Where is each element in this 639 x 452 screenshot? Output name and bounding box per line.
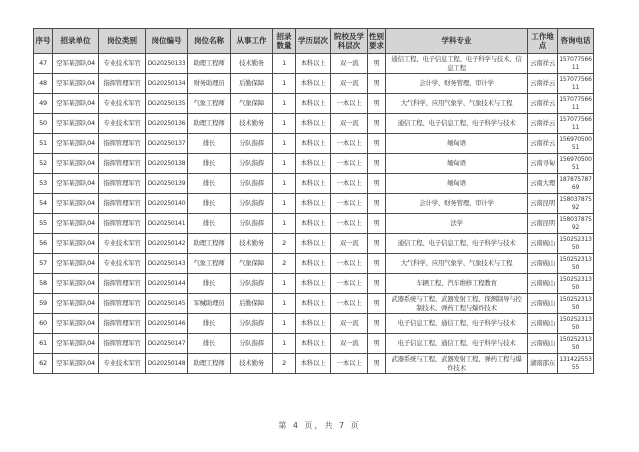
cell-unit: 空军某部队04 — [53, 54, 99, 74]
cell-location: 云南昆明 — [528, 214, 558, 234]
cell-category: 指挥管理军官 — [99, 314, 146, 334]
cell-count: 2 — [273, 234, 296, 254]
cell-code: DG20250137 — [146, 134, 188, 154]
cell-phone: 15025231350 — [558, 274, 594, 294]
cell-school-level: 一本以上 — [331, 254, 368, 274]
cell-name: 排长 — [188, 194, 231, 214]
header-work: 从事工作 — [231, 29, 273, 54]
cell-gender: 男 — [368, 314, 386, 334]
cell-work: 分队指挥 — [231, 314, 273, 334]
cell-work: 分队指挥 — [231, 334, 273, 354]
cell-gender: 男 — [368, 134, 386, 154]
cell-serial: 50 — [34, 114, 53, 134]
cell-serial: 56 — [34, 234, 53, 254]
cell-serial: 53 — [34, 174, 53, 194]
cell-count: 1 — [273, 194, 296, 214]
cell-serial: 60 — [34, 314, 53, 334]
cell-category: 专业技术军官 — [99, 94, 146, 114]
cell-work: 气象保障 — [231, 254, 273, 274]
cell-work: 分队指挥 — [231, 214, 273, 234]
cell-code: DG20250148 — [146, 354, 188, 374]
cell-count: 1 — [273, 334, 296, 354]
cell-location: 云南砚山 — [528, 254, 558, 274]
cell-education: 本科以上 — [296, 294, 331, 314]
cell-gender: 男 — [368, 174, 386, 194]
cell-code: DG20250136 — [146, 114, 188, 134]
table-row — [34, 134, 594, 154]
cell-school-level: 一本以上 — [331, 194, 368, 214]
cell-category: 指挥管理军官 — [99, 154, 146, 174]
header-category: 岗位类别 — [99, 29, 146, 54]
header-serial: 序号 — [34, 29, 53, 54]
cell-location: 云南祥云 — [528, 134, 558, 154]
cell-phone: 15707756611 — [558, 114, 594, 134]
cell-phone: 15803787592 — [558, 194, 594, 214]
header-phone: 咨询电话 — [558, 29, 594, 54]
cell-majors: 通信工程、电子信息工程、电子科学与技术 — [386, 114, 528, 134]
cell-name: 排长 — [188, 174, 231, 194]
cell-serial: 61 — [34, 334, 53, 354]
cell-gender: 男 — [368, 294, 386, 314]
cell-school-level: 双一流 — [331, 234, 368, 254]
cell-education: 本科以上 — [296, 114, 331, 134]
cell-school-level: 一本以上 — [331, 294, 368, 314]
cell-code: DG20250140 — [146, 194, 188, 214]
cell-count: 1 — [273, 54, 296, 74]
cell-name: 排长 — [188, 134, 231, 154]
table-row — [34, 314, 594, 334]
cell-name: 排长 — [188, 154, 231, 174]
cell-name: 气象工程师 — [188, 94, 231, 114]
header-school-level: 院校及学科层次 — [331, 29, 368, 54]
cell-serial: 48 — [34, 74, 53, 94]
cell-count: 1 — [273, 94, 296, 114]
cell-majors: 大气科学、应用气象学、气象技术与工程 — [386, 254, 528, 274]
cell-code: DG20250138 — [146, 154, 188, 174]
header-name: 岗位名称 — [188, 29, 231, 54]
cell-unit: 空军某部队04 — [53, 74, 99, 94]
cell-count: 1 — [273, 174, 296, 194]
header-education: 学历层次 — [296, 29, 331, 54]
cell-majors: 缅甸语 — [386, 154, 528, 174]
cell-gender: 男 — [368, 334, 386, 354]
cell-gender: 男 — [368, 234, 386, 254]
cell-location: 云南砚山 — [528, 274, 558, 294]
cell-serial: 58 — [34, 274, 53, 294]
cell-majors: 会计学、财务管理、审计学 — [386, 74, 528, 94]
table-row — [34, 194, 594, 214]
cell-location: 云南祥云 — [528, 114, 558, 134]
cell-unit: 空军某部队04 — [53, 234, 99, 254]
cell-phone: 15025231350 — [558, 334, 594, 354]
cell-code: DG20250142 — [146, 234, 188, 254]
cell-code: DG20250139 — [146, 174, 188, 194]
cell-count: 2 — [273, 354, 296, 374]
cell-location: 云南祥云 — [528, 94, 558, 114]
cell-majors: 大气科学、应用气象学、气象技术与工程 — [386, 94, 528, 114]
cell-majors: 车辆工程、汽车维修工程教育 — [386, 274, 528, 294]
cell-name: 排长 — [188, 334, 231, 354]
cell-gender: 男 — [368, 154, 386, 174]
cell-category: 专业技术军官 — [99, 114, 146, 134]
cell-unit: 空军某部队04 — [53, 274, 99, 294]
cell-code: DG20250133 — [146, 54, 188, 74]
page-indicator: 第 4 页，共 7 页 — [278, 421, 361, 430]
cell-code: DG20250141 — [146, 214, 188, 234]
cell-count: 1 — [273, 314, 296, 334]
cell-education: 本科以上 — [296, 54, 331, 74]
cell-school-level: 双一流 — [331, 54, 368, 74]
table-row — [34, 54, 594, 74]
cell-count: 1 — [273, 214, 296, 234]
header-code: 岗位编号 — [146, 29, 188, 54]
cell-serial: 54 — [34, 194, 53, 214]
cell-category: 专业技术军官 — [99, 54, 146, 74]
table-row — [34, 274, 594, 294]
cell-category: 专业技术军官 — [99, 254, 146, 274]
cell-name: 助理工程师 — [188, 54, 231, 74]
header-gender: 性别要求 — [368, 29, 386, 54]
cell-category: 专业技术军官 — [99, 354, 146, 374]
cell-location: 云南昆明 — [528, 194, 558, 214]
cell-location: 云南祥云 — [528, 54, 558, 74]
cell-location: 云南砚山 — [528, 314, 558, 334]
cell-work: 技术勤务 — [231, 114, 273, 134]
cell-serial: 52 — [34, 154, 53, 174]
header-unit: 招录单位 — [53, 29, 99, 54]
cell-location: 云南砚山 — [528, 234, 558, 254]
cell-location: 云南大理 — [528, 174, 558, 194]
cell-majors: 电子信息工程、通信工程、电子科学与技术 — [386, 334, 528, 354]
cell-name: 助理工程师 — [188, 114, 231, 134]
table-header-row — [34, 29, 594, 54]
cell-work: 技术勤务 — [231, 234, 273, 254]
cell-majors: 缅甸语 — [386, 174, 528, 194]
cell-serial: 59 — [34, 294, 53, 314]
cell-school-level: 一本以上 — [331, 214, 368, 234]
cell-phone: 13142255355 — [558, 354, 594, 374]
cell-education: 本科以上 — [296, 274, 331, 294]
cell-name: 排长 — [188, 274, 231, 294]
cell-majors: 武器系统与工程、武器发射工程、弹药工程与爆炸技术 — [386, 354, 528, 374]
cell-category: 指挥管理军官 — [99, 214, 146, 234]
cell-majors: 会计学、财务管理、审计学 — [386, 194, 528, 214]
cell-phone: 15707756611 — [558, 74, 594, 94]
cell-category: 指挥管理军官 — [99, 294, 146, 314]
cell-unit: 空军某部队04 — [53, 294, 99, 314]
cell-name: 排长 — [188, 214, 231, 234]
table-row — [34, 94, 594, 114]
table-row — [34, 74, 594, 94]
cell-education: 本科以上 — [296, 154, 331, 174]
cell-phone: 18787578769 — [558, 174, 594, 194]
cell-education: 本科以上 — [296, 354, 331, 374]
cell-school-level: 双一流 — [331, 314, 368, 334]
cell-category: 指挥管理军官 — [99, 74, 146, 94]
cell-count: 1 — [273, 294, 296, 314]
cell-unit: 空军某部队04 — [53, 334, 99, 354]
cell-phone: 15025231350 — [558, 254, 594, 274]
cell-school-level: 双一流 — [331, 74, 368, 94]
cell-education: 本科以上 — [296, 234, 331, 254]
cell-school-level: 一本以上 — [331, 94, 368, 114]
cell-count: 1 — [273, 274, 296, 294]
cell-location: 云南寻甸 — [528, 154, 558, 174]
cell-gender: 男 — [368, 274, 386, 294]
cell-serial: 51 — [34, 134, 53, 154]
cell-majors: 法学 — [386, 214, 528, 234]
cell-phone: 15803787592 — [558, 214, 594, 234]
table-row — [34, 334, 594, 354]
cell-serial: 49 — [34, 94, 53, 114]
cell-work: 后勤保障 — [231, 294, 273, 314]
cell-education: 本科以上 — [296, 214, 331, 234]
cell-work: 分队指挥 — [231, 134, 273, 154]
cell-education: 本科以上 — [296, 334, 331, 354]
cell-serial: 55 — [34, 214, 53, 234]
cell-unit: 空军某部队04 — [53, 194, 99, 214]
cell-location: 云南砚山 — [528, 334, 558, 354]
cell-count: 1 — [273, 134, 296, 154]
cell-count: 1 — [273, 114, 296, 134]
cell-phone: 15025231350 — [558, 314, 594, 334]
header-count: 招录数量 — [273, 29, 296, 54]
cell-work: 气象保障 — [231, 94, 273, 114]
cell-category: 指挥管理军官 — [99, 194, 146, 214]
cell-count: 2 — [273, 254, 296, 274]
cell-gender: 男 — [368, 94, 386, 114]
cell-gender: 男 — [368, 214, 386, 234]
cell-code: DG20250143 — [146, 254, 188, 274]
cell-unit: 空军某部队04 — [53, 154, 99, 174]
cell-location: 云南砚山 — [528, 294, 558, 314]
cell-phone: 15697050051 — [558, 134, 594, 154]
cell-name: 军械助理员 — [188, 294, 231, 314]
cell-education: 本科以上 — [296, 74, 331, 94]
cell-school-level: 一本以上 — [331, 354, 368, 374]
cell-code: DG20250134 — [146, 74, 188, 94]
table-row — [34, 174, 594, 194]
cell-category: 指挥管理军官 — [99, 334, 146, 354]
cell-code: DG20250144 — [146, 274, 188, 294]
cell-school-level: 一本以上 — [331, 174, 368, 194]
cell-majors: 通信工程、电子信息工程、电子科学与技术、信息工程 — [386, 54, 528, 74]
cell-school-level: 一本以上 — [331, 154, 368, 174]
cell-count: 1 — [273, 154, 296, 174]
cell-name: 财务助理员 — [188, 74, 231, 94]
header-location: 工作地点 — [528, 29, 558, 54]
table-row — [34, 294, 594, 314]
cell-location: 云南祥云 — [528, 74, 558, 94]
cell-gender: 男 — [368, 74, 386, 94]
table-row — [34, 254, 594, 274]
cell-name: 排长 — [188, 314, 231, 334]
cell-gender: 男 — [368, 254, 386, 274]
table-row — [34, 154, 594, 174]
cell-phone: 15025231350 — [558, 234, 594, 254]
cell-work: 分队指挥 — [231, 194, 273, 214]
cell-gender: 男 — [368, 354, 386, 374]
cell-phone: 15025231350 — [558, 294, 594, 314]
cell-code: DG20250146 — [146, 314, 188, 334]
cell-majors: 电子信息工程、通信工程、电子科学与技术 — [386, 314, 528, 334]
table-row — [34, 114, 594, 134]
cell-school-level: 一本以上 — [331, 274, 368, 294]
cell-category: 专业技术军官 — [99, 234, 146, 254]
cell-code: DG20250147 — [146, 334, 188, 354]
cell-code: DG20250145 — [146, 294, 188, 314]
cell-phone: 15697050051 — [558, 154, 594, 174]
cell-serial: 62 — [34, 354, 53, 374]
cell-work: 分队指挥 — [231, 154, 273, 174]
cell-category: 指挥管理军官 — [99, 134, 146, 154]
cell-school-level: 双一流 — [331, 334, 368, 354]
cell-gender: 男 — [368, 54, 386, 74]
cell-code: DG20250135 — [146, 94, 188, 114]
cell-name: 助理工程师 — [188, 234, 231, 254]
cell-education: 本科以上 — [296, 254, 331, 274]
cell-work: 分队指挥 — [231, 274, 273, 294]
cell-education: 本科以上 — [296, 194, 331, 214]
cell-unit: 空军某部队04 — [53, 214, 99, 234]
cell-phone: 15707756611 — [558, 94, 594, 114]
cell-education: 本科以上 — [296, 134, 331, 154]
cell-majors: 缅甸语 — [386, 134, 528, 154]
cell-work: 技术勤务 — [231, 54, 273, 74]
table-row — [34, 354, 594, 374]
cell-work: 分队指挥 — [231, 174, 273, 194]
cell-unit: 空军某部队04 — [53, 114, 99, 134]
cell-unit: 空军某部队04 — [53, 354, 99, 374]
cell-education: 本科以上 — [296, 94, 331, 114]
cell-school-level: 双一流 — [331, 114, 368, 134]
cell-education: 本科以上 — [296, 314, 331, 334]
cell-gender: 男 — [368, 194, 386, 214]
cell-serial: 57 — [34, 254, 53, 274]
cell-unit: 空军某部队04 — [53, 254, 99, 274]
cell-count: 1 — [273, 74, 296, 94]
recruitment-table — [33, 28, 594, 374]
cell-name: 气象工程师 — [188, 254, 231, 274]
cell-unit: 空军某部队04 — [53, 174, 99, 194]
cell-majors: 通信工程、电子信息工程、电子科学与技术 — [386, 234, 528, 254]
cell-category: 指挥管理军官 — [99, 274, 146, 294]
table-row — [34, 234, 594, 254]
cell-education: 本科以上 — [296, 174, 331, 194]
cell-unit: 空军某部队04 — [53, 314, 99, 334]
table-row — [34, 214, 594, 234]
table-body — [34, 54, 594, 374]
header-majors: 学科专业 — [386, 29, 528, 54]
cell-category: 指挥管理军官 — [99, 174, 146, 194]
cell-name: 助理工程师 — [188, 354, 231, 374]
cell-location: 湖南邵东 — [528, 354, 558, 374]
cell-unit: 空军某部队04 — [53, 134, 99, 154]
cell-gender: 男 — [368, 114, 386, 134]
cell-serial: 47 — [34, 54, 53, 74]
cell-work: 技术勤务 — [231, 354, 273, 374]
cell-unit: 空军某部队04 — [53, 94, 99, 114]
cell-work: 后勤保障 — [231, 74, 273, 94]
cell-phone: 15707756611 — [558, 54, 594, 74]
cell-majors: 武器系统与工程、武器发射工程、探测制导与控制技术、弹药工程与爆炸技术 — [386, 294, 528, 314]
cell-school-level: 一本以上 — [331, 134, 368, 154]
